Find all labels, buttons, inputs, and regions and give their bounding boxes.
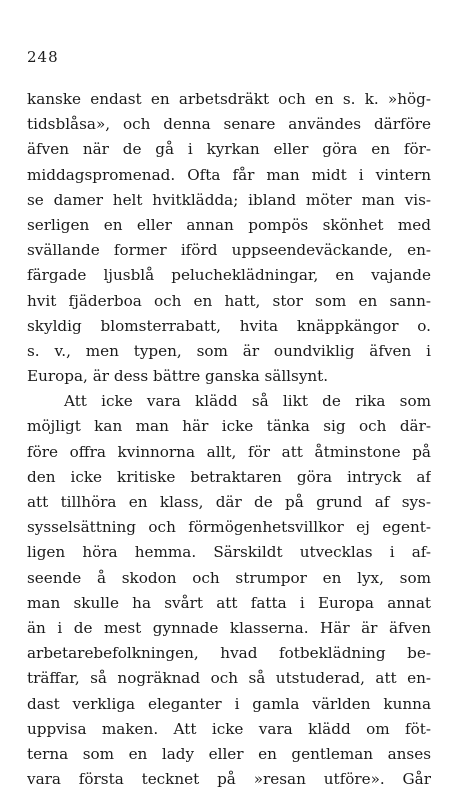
text-line: sysselsättning och förmögenhetsvillkor ej egent- — [27, 518, 431, 537]
text-line: serligen en eller annan pompös skönhet med — [27, 215, 431, 234]
text-line: uppvisa maken. Att icke vara klädd om föt- — [27, 719, 431, 738]
page-number: 248 — [27, 48, 59, 66]
text-line: svällande former iförd uppseendeväckande, en- — [27, 241, 431, 260]
text-line: vara första tecknet på »resan utföre». Går — [27, 770, 431, 789]
text-line: före offra kvinnorna allt, för att åtminstone på — [27, 442, 431, 461]
text-line: se damer helt hvitklädda; ibland möter man vis- — [27, 190, 431, 209]
text-line: den icke kritiske betraktaren göra intryck af — [27, 467, 431, 486]
text-line: färgade ljusblå pelucheklädningar, en vajande — [27, 266, 431, 285]
text-line: träffar, så nogräknad och så utstuderad, att en- — [27, 669, 431, 688]
text-line: dast verkliga eleganter i gamla världen kunna — [27, 694, 431, 713]
text-line: ligen höra hemma. Särskildt utvecklas i af- — [27, 543, 431, 562]
text-line: man skulle ha svårt att fatta i Europa annat — [27, 593, 431, 612]
text-line: kanske endast en arbetsdräkt och en s. k. »hög- — [27, 90, 431, 108]
text-line: arbetarebefolkningen, hvad fotbeklädning be- — [27, 644, 431, 663]
text-line: Att icke vara klädd så likt de rika som — [64, 392, 431, 411]
text-line: att tillhöra en klass, där de på grund af sys- — [27, 493, 431, 511]
text-line: seende å skodon och strumpor en lyx, som — [27, 568, 431, 587]
text-line: möjligt kan man här icke tänka sig och där- — [27, 417, 431, 436]
text-line: än i de mest gynnade klasserna. Här är äfven — [27, 618, 431, 637]
text-line: hvit fjäderboa och en hatt, stor som en sann- — [27, 291, 431, 310]
text-line: äfven när de gå i kyrkan eller göra en för- — [27, 140, 431, 159]
text-line: terna som en lady eller en gentleman anses — [27, 744, 431, 763]
text-line: s. v., men typen, som är oundviklig äfven i — [27, 341, 431, 360]
text-line: skyldig blomsterrabatt, hvita knäppkängor o. — [27, 316, 431, 335]
text-line: middagspromenad. Ofta får man midt i vintern — [27, 165, 431, 184]
text-line: tidsblåsa», och denna senare användes därföre — [27, 115, 431, 134]
body-text — [27, 87, 431, 792]
text-line: Europa, är dess bättre ganska sällsynt. — [27, 367, 329, 386]
